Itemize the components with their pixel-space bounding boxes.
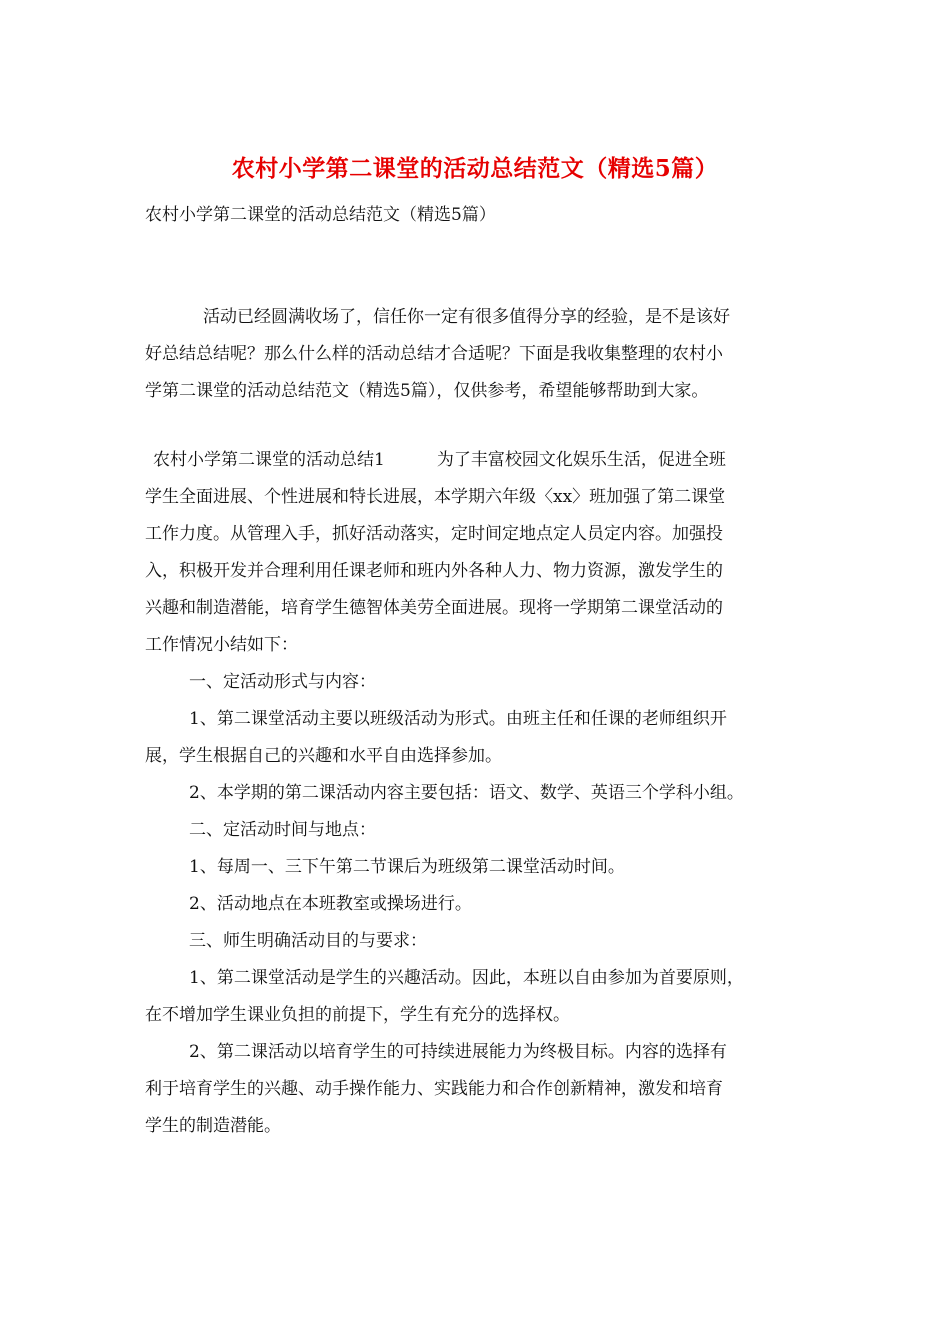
body-line: 1、每周一、三下午第二节课后为班级第二课堂活动时间。 (189, 857, 625, 877)
intro-line-3: 学第二课堂的活动总结范文（精选5篇），仅供参考，希望能够帮助到大家。 (145, 381, 709, 401)
section1-first-text: 为了丰富校园文化娱乐生活，促进全班 (436, 450, 726, 470)
body-line: 在不增加学生课业负担的前提下，学生有充分的选择权。 (145, 1005, 570, 1025)
body-line: 展，学生根据自己的兴趣和水平自由选择参加。 (145, 746, 502, 766)
document-subtitle: 农村小学第二课堂的活动总结范文（精选5篇） (145, 205, 496, 225)
body-line: 利于培育学生的兴趣、动手操作能力、实践能力和合作创新精神，激发和培育 (145, 1079, 723, 1099)
body-line: 学生的制造潜能。 (145, 1116, 281, 1136)
heading-goals: 三、师生明确活动目的与要求： (189, 931, 427, 951)
heading-form-content: 一、定活动形式与内容： (189, 672, 376, 692)
section1-first-line (153, 448, 726, 472)
body-line: 兴趣和制造潜能，培育学生德智体美劳全面进展。现将一学期第二课堂活动的 (145, 598, 723, 618)
body-line: 1、第二课堂活动是学生的兴趣活动。因此，本班以自由参加为首要原则， (189, 968, 744, 988)
intro-line-1: 活动已经圆满收场了，信任你一定有很多值得分享的经验，是不是该好 (203, 307, 730, 327)
body-line: 工作情况小结如下： (145, 635, 298, 655)
body-line: 2、活动地点在本班教室或操场进行。 (189, 894, 472, 914)
body-line: 工作力度。从管理入手，抓好活动落实，定时间定地点定人员定内容。加强投 (145, 524, 723, 544)
body-line: 1、第二课堂活动主要以班级活动为形式。由班主任和任课的老师组织开 (189, 709, 727, 729)
intro-line-2: 好总结总结呢？那么什么样的活动总结才合适呢？下面是我收集整理的农村小 (145, 344, 723, 364)
body-line: 入，积极开发并合理利用任课老师和班内外各种人力、物力资源，激发学生的 (145, 561, 723, 581)
body-line: 学生全面进展、个性进展和特长进展，本学期六年级〈xx〉班加强了第二课堂 (145, 487, 726, 507)
document-title: 农村小学第二课堂的活动总结范文（精选5篇） (231, 155, 719, 182)
section1-heading: 农村小学第二课堂的活动总结1 (153, 450, 385, 470)
heading-time-place: 二、定活动时间与地点： (189, 820, 376, 840)
body-line: 2、本学期的第二课活动内容主要包括：语文、数学、英语三个学科小组。 (189, 783, 744, 803)
body-line: 2、第二课活动以培育学生的可持续进展能力为终极目标。内容的选择有 (189, 1042, 727, 1062)
